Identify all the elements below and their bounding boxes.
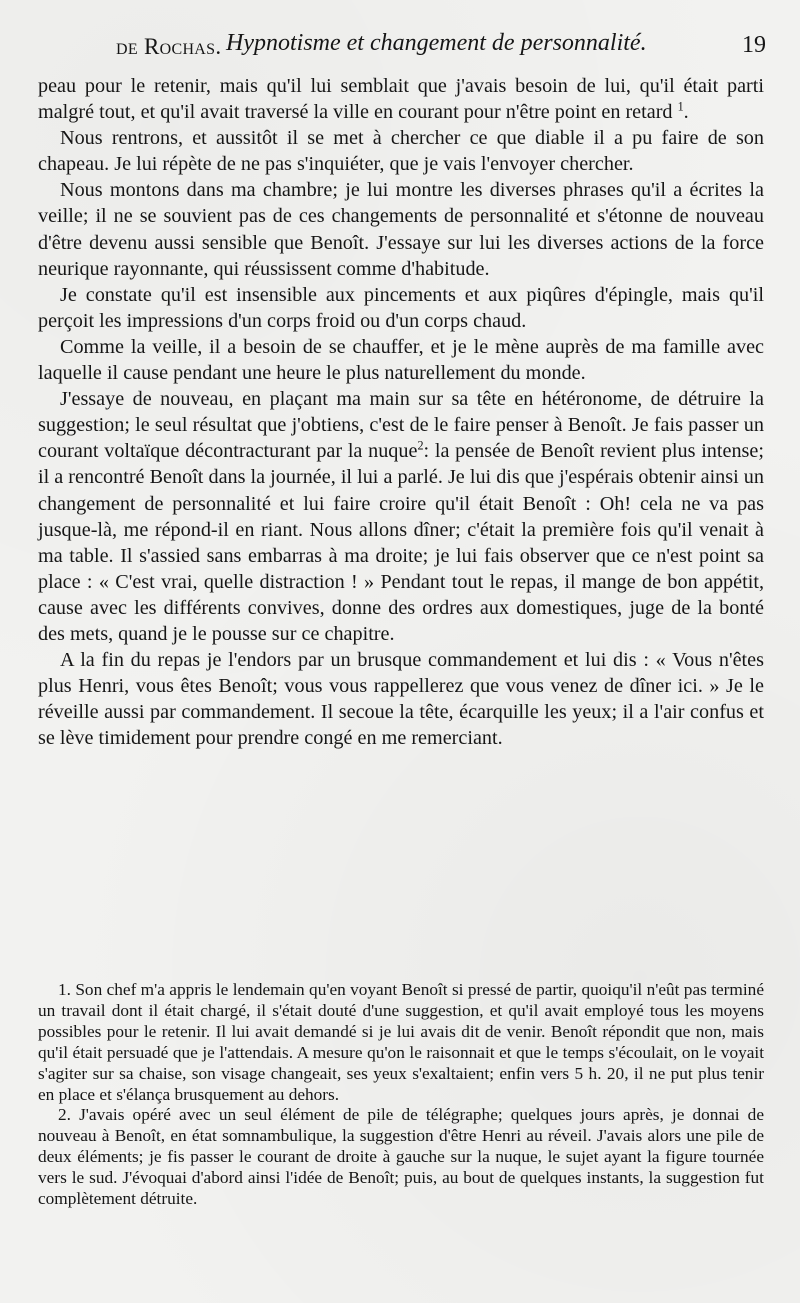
paragraph-7: A la fin du repas je l'endors par un brusque commandement et lui dis : « Vous n'êtes plus Henri, vous êtes Benoît; vous vous rappellerez que vous venez de dîner ici. » Je le réveille aussi par commandement. Il secoue la tête, écarquille les yeux; il a l'air confus et se lève timidement pour prendre congé en me remerciant.	[38, 649, 764, 750]
paragraph-6-text-a: J'essaye de nouveau, en plaçant ma main sur sa tête en hétéronome, de détruire la suggestion; le seul résultat que j'obtiens, c'est de le faire penser à Benoît. Je fais passer un courant voltaïque décontracturant par la nuque	[38, 388, 764, 463]
footnotes	[38, 980, 764, 1210]
paragraph-1	[38, 73, 764, 125]
footnote-ref-2: 2	[417, 438, 424, 453]
paragraph-6-text-b: : la pensée de Benoît revient plus intense; il a rencontré Benoît dans la journée, il lui a parlé. Je lui dis que j'espérais obtenir ainsi un changement de personnalité et lui faire croire qu'il était Benoît : Oh! cela ne va pas jusque-là, me répond-il en riant. Nous allons dîner; c'était la première fois qu'il venait à ma table. Il s'assied sans embarras à ma droite; je lui fais observer que ce n'est point sa place : « C'est vrai, quelle distraction ! » Pendant tout le repas, il mange de bon appétit, cause avec les différents convives, donne des ordres aux domestiques, juge de la bonté des mets, quand je le pousse sur ce chapitre.	[38, 440, 764, 645]
main-text	[38, 73, 764, 751]
paragraph-4: Je constate qu'il est insensible aux pincements et aux piqûres d'épingle, mais qu'il perçoit les impressions d'un corps froid ou d'un corps chaud.	[38, 283, 764, 332]
paragraph-5: Comme la veille, il a besoin de se chauffer, et je le mène auprès de ma famille avec laquelle il cause pendant une heure le plus naturellement du monde.	[38, 335, 764, 385]
footnote-2: 2. J'avais opéré avec un seul élément de pile de télégraphe; quelques jours après, je donnai de nouveau à Benoît, en état somnambulique, la suggestion d'être Henri au réveil. J'avais alors une pile de deux éléments; je fis passer le courant de droite à gauche sur la nuque, le sujet ayant la figure tournée vers le sud. J'évoquai d'abord ainsi l'idée de Benoît; puis, au bout de quelques instants, la suggestion fut complètement détruite.	[38, 1105, 764, 1209]
footnote-ref-1: 1	[677, 99, 684, 114]
running-header	[116, 30, 766, 64]
paragraph-6	[38, 386, 764, 647]
paragraph-2: Nous rentrons, et aussitôt il se met à chercher ce que diable il a pu faire de son chapeau. Je lui répète de ne pas s'inquiéter, que je vais l'envoyer chercher.	[38, 127, 764, 176]
header-title: Hypnotisme et changement de personnalité.	[226, 30, 647, 56]
paragraph-1-end: .	[683, 101, 689, 124]
paragraph-3: Nous montons dans ma chambre; je lui montre les diverses phrases qu'il a écrites la veille; il ne se souvient pas de ces changements de personnalité et s'étonne de nouveau d'être devenu aussi sensible que Benoît. J'essaye sur lui les diverses actions de la force neurique rayonnante, qui réussissent comme d'habitude.	[38, 179, 764, 280]
header-author: de Rochas.	[116, 34, 222, 59]
paragraph-1-text: peau pour le retenir, mais qu'il lui semblait que j'avais besoin de lui, qu'il était parti malgré tout, et qu'il avait traversé la ville en courant pour n'être point en retard	[38, 75, 764, 124]
page-number: 19	[742, 32, 766, 58]
footnote-1: 1. Son chef m'a appris le lendemain qu'en voyant Benoît si pressé de partir, quoiqu'il n'eût pas terminé un travail dont il était chargé, il s'était douté d'une suggestion, et qu'il avait employé tous les moyens possibles pour le retenir. Il lui avait demandé si je lui avais dit de venir. Benoît répondit que non, mais qu'il était persuadé que je l'attendais. A mesure qu'on le raisonnait et que le temps s'écoulait, on le voyait s'agiter sur sa chaise, son visage changeait, ses yeux s'exaltaient; enfin vers 5 h. 20, il ne put plus tenir en place et s'élança brusquement au dehors.	[38, 980, 764, 1104]
